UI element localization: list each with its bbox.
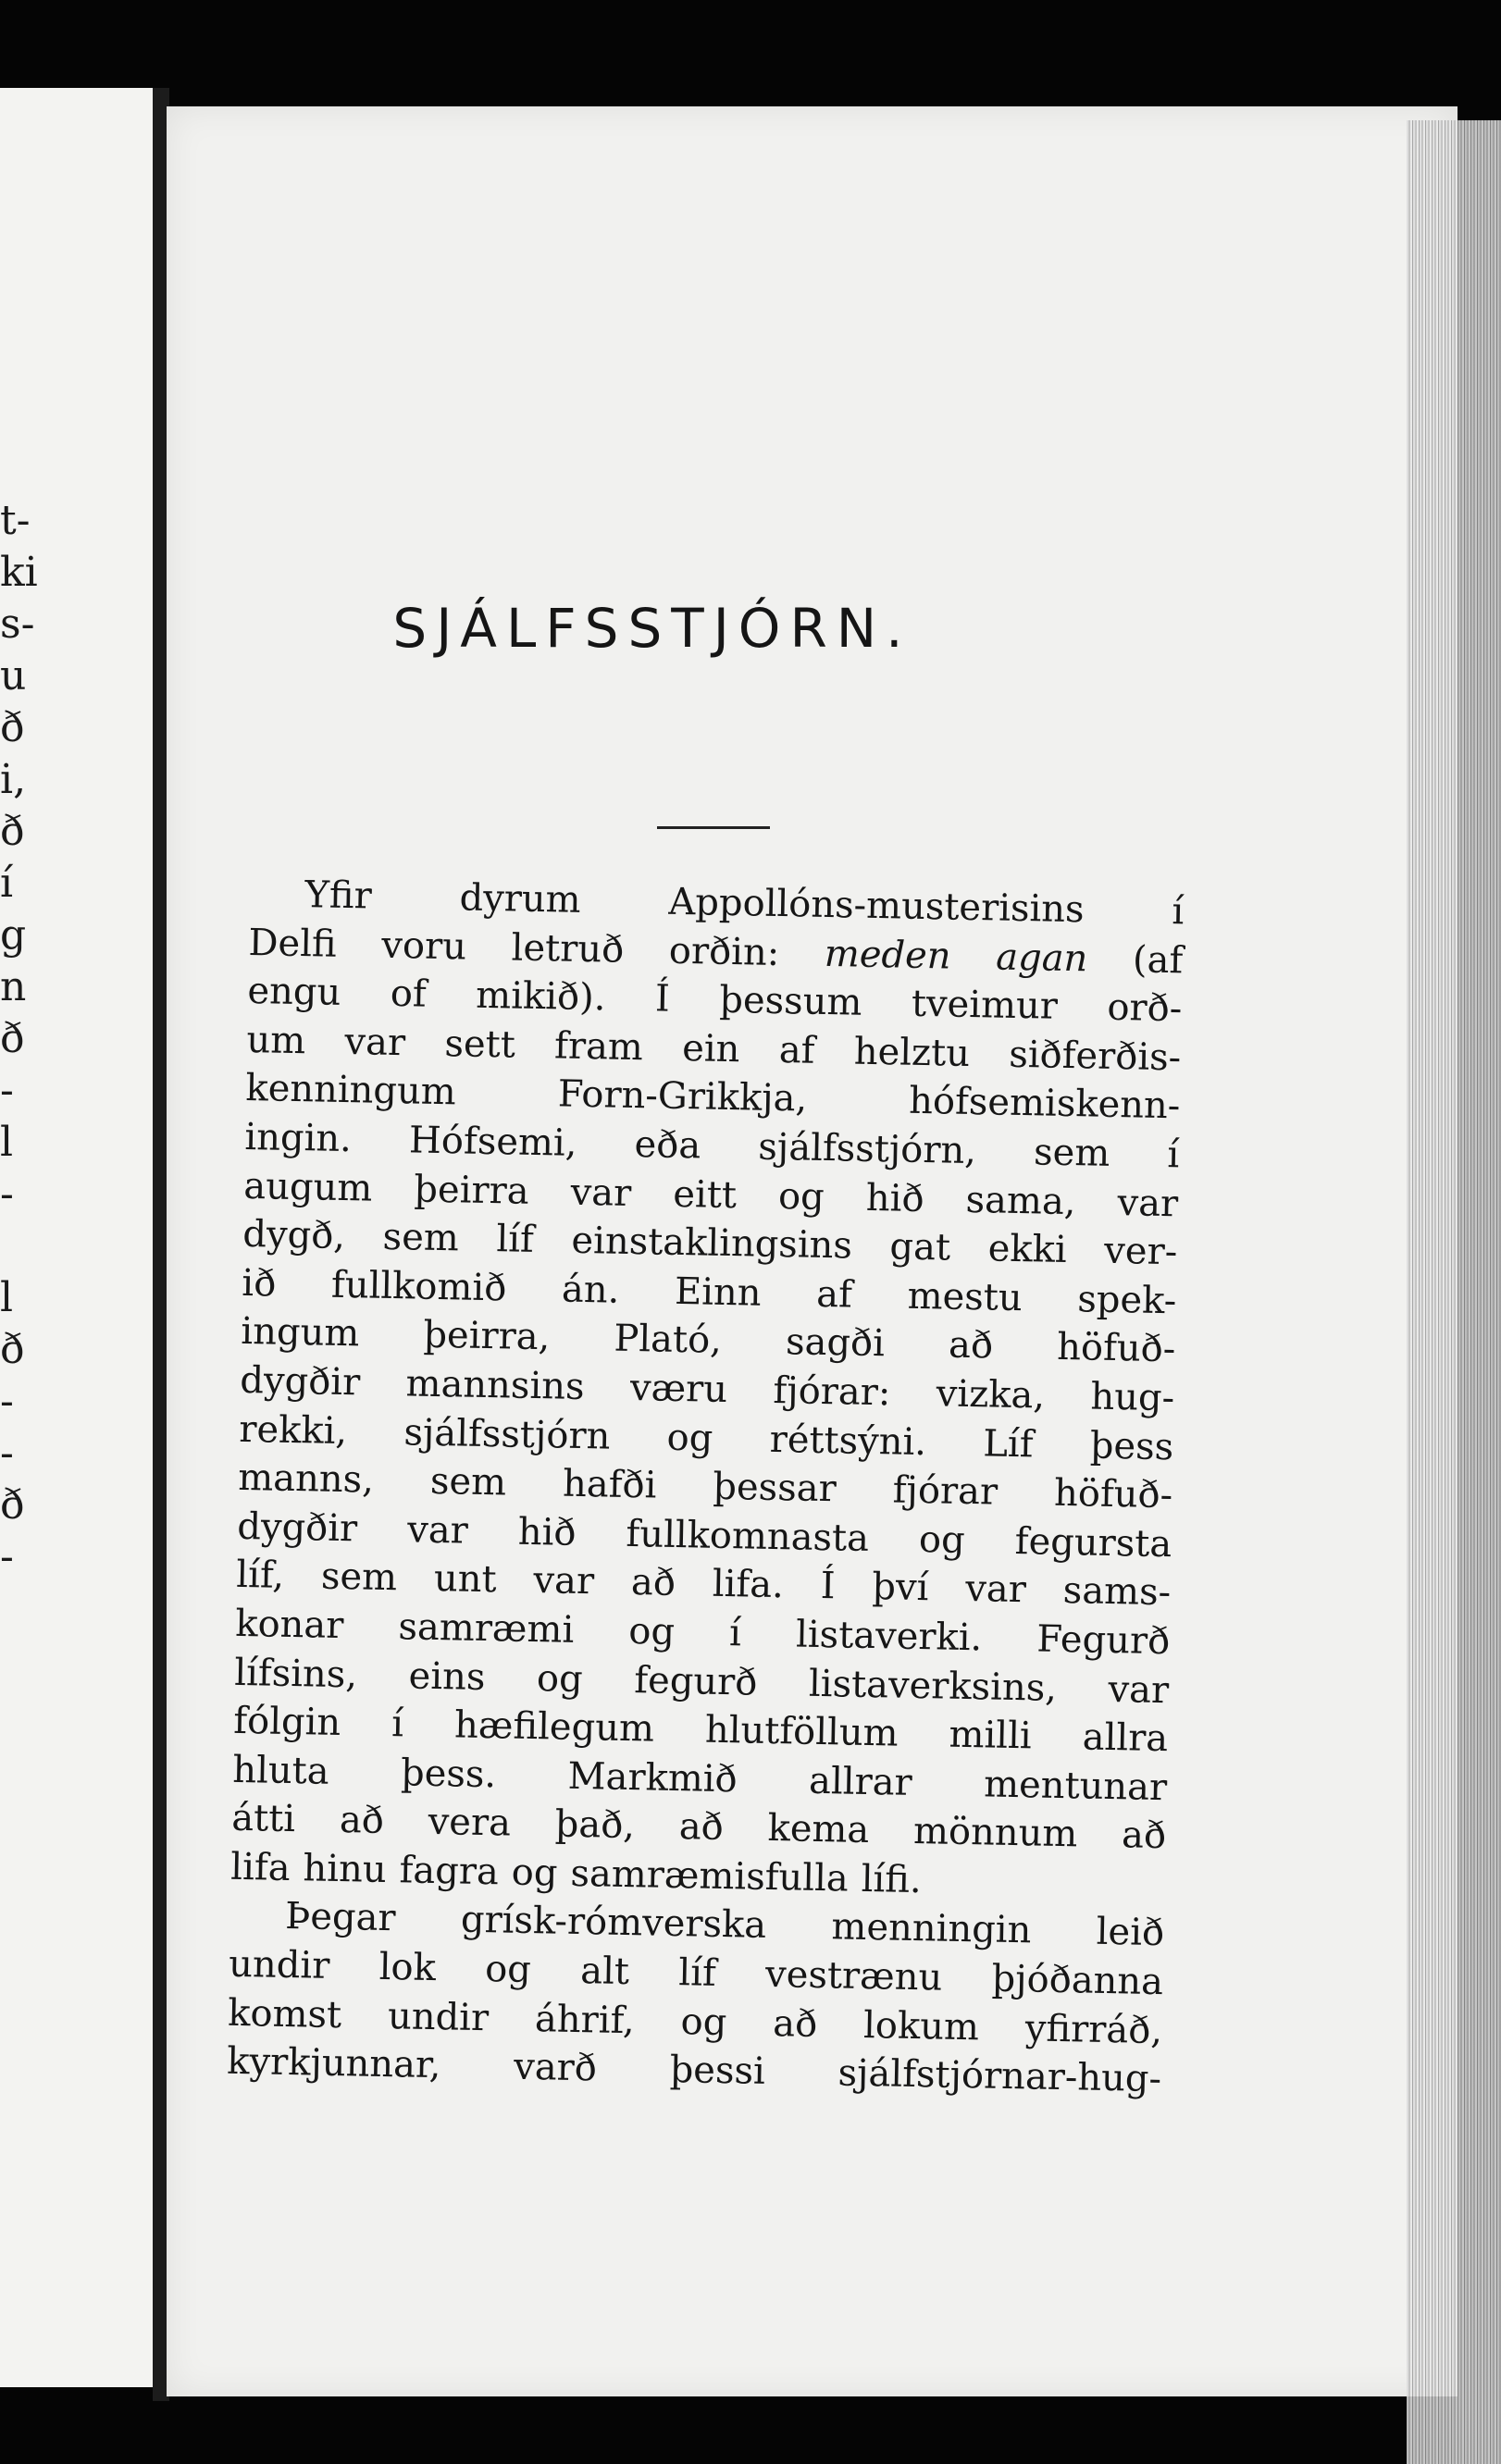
margin-fragment: s- (0, 601, 35, 648)
word: Í (654, 977, 671, 1021)
word: unt (433, 1557, 498, 1602)
word: vera (428, 1801, 512, 1845)
word: ið (241, 1261, 277, 1306)
word: fjórar (892, 1468, 999, 1514)
word: var (344, 1020, 406, 1065)
word: sams- (1062, 1569, 1172, 1615)
word: lífi. (861, 1857, 923, 1902)
word: samræmisfulla (570, 1851, 850, 1901)
word: hófsemiskenn- (908, 1080, 1181, 1128)
word: siðferðis- (1008, 1033, 1182, 1080)
margin-fragment: - (0, 1533, 14, 1580)
word: sjálfsstjórn (403, 1410, 611, 1458)
word: dygð, (242, 1213, 346, 1258)
word: fagra (399, 1849, 500, 1894)
word: og (484, 1948, 532, 1992)
margin-fragment: g (0, 911, 27, 959)
word: sjálfstjórnar-hug- (837, 2051, 1162, 2101)
word: þeirra (413, 1168, 530, 1213)
word: átti (230, 1797, 296, 1841)
word: leið (1096, 1911, 1165, 1955)
margin-fragment: n (0, 963, 27, 1010)
word: að (948, 1323, 994, 1368)
word: réttsýni. (769, 1418, 927, 1464)
word: mentunar (983, 1763, 1168, 1809)
word: eitt (672, 1172, 738, 1217)
word: fullkomið (330, 1263, 507, 1310)
margin-fragment: ki (0, 549, 38, 596)
word: fjórar: (773, 1368, 891, 1415)
word: sjálfsstjórn, (757, 1125, 977, 1173)
word: í (728, 1612, 742, 1655)
word: Þegar (284, 1895, 396, 1940)
margin-fragment: t- (0, 497, 31, 544)
margin-fragment: l (0, 1119, 14, 1166)
margin-fragment: ð (0, 1481, 25, 1529)
word: í (1167, 1133, 1180, 1177)
word: Yfir (304, 873, 373, 918)
word: sem (1033, 1131, 1110, 1175)
margin-fragment: - (0, 1430, 14, 1477)
title-rule (657, 826, 770, 829)
word: sagði (785, 1320, 886, 1366)
word: lifa. (712, 1563, 785, 1607)
word: hæfilegum (453, 1703, 655, 1751)
previous-page-edge (0, 88, 153, 2387)
word: var (1117, 1181, 1179, 1225)
word: líf, (235, 1554, 285, 1598)
word: vestrænu (764, 1952, 943, 2000)
word: engu (247, 970, 341, 1015)
word: þess. (400, 1752, 497, 1796)
word: fólgin (232, 1699, 341, 1745)
page-stack-edge (1407, 120, 1501, 2464)
word: og (666, 1416, 713, 1460)
word: hug- (1090, 1375, 1175, 1420)
word: spek- (1076, 1278, 1177, 1323)
word: eða (634, 1123, 701, 1168)
word: þess (1089, 1424, 1174, 1468)
word: að (1121, 1814, 1167, 1858)
word: kema (767, 1807, 870, 1852)
word: sem (320, 1554, 398, 1600)
word: ingin. (244, 1115, 353, 1161)
word: voru (380, 923, 467, 969)
word: varð (513, 2045, 598, 2090)
word: listaverki. (795, 1613, 983, 1660)
word: ein (681, 1026, 740, 1071)
word: lok (378, 1945, 437, 1990)
word: Forn-Grikkja, (557, 1072, 808, 1121)
word: og (536, 1656, 584, 1701)
word: yfirráð, (1024, 2006, 1163, 2052)
word: tveimur (911, 982, 1059, 1028)
word: sem (382, 1215, 460, 1260)
word: hið (517, 1510, 577, 1554)
word: konar (234, 1602, 344, 1647)
word: því (871, 1566, 929, 1610)
word: alt (579, 1950, 630, 1994)
word: rekki, (238, 1407, 348, 1453)
word: undir (228, 1942, 330, 1987)
margin-fragment: í (0, 860, 14, 907)
word: orðin: (668, 929, 780, 974)
word: ingum (240, 1310, 360, 1356)
margin-fragment: ð (0, 808, 25, 855)
word: mönnum (912, 1810, 1078, 1856)
word: kenningum (245, 1067, 457, 1114)
word: og (777, 1174, 825, 1219)
word: og (918, 1517, 966, 1562)
word: mestu (907, 1274, 1023, 1319)
word: þessum (718, 978, 862, 1024)
word: og (627, 1609, 676, 1653)
word: sett (444, 1022, 516, 1067)
word: ver- (1103, 1229, 1178, 1274)
word: (af (1132, 937, 1184, 982)
word: var (570, 1170, 632, 1215)
word: af (778, 1028, 815, 1072)
word: fegurð (633, 1658, 758, 1704)
margin-fragment: - (0, 1378, 14, 1425)
word: allrar (808, 1759, 913, 1804)
margin-fragment: - (0, 1067, 14, 1114)
word: að (772, 2001, 818, 2046)
word: var (1108, 1667, 1170, 1712)
word: lokum (862, 2003, 980, 2049)
word: væru (629, 1366, 728, 1411)
margin-fragment: i, (0, 756, 27, 803)
word: komst (227, 1991, 342, 2037)
word: fram (553, 1024, 644, 1069)
margin-fragment (0, 1220, 56, 1272)
word: þjóðanna (991, 1957, 1164, 2004)
word: dygðir (239, 1358, 361, 1405)
word: Hófsemi, (408, 1119, 577, 1165)
word: Í (820, 1565, 836, 1608)
word: vizka, (936, 1372, 1046, 1418)
margin-fragment: u (0, 652, 27, 700)
word: milli (949, 1713, 1033, 1758)
word: og (511, 1851, 558, 1895)
word: þessi (669, 2049, 766, 2094)
word: meden (824, 932, 951, 978)
word: hluta (231, 1748, 329, 1793)
word: var (533, 1559, 595, 1603)
chapter-title: SJÁLFSSTJÓRN. (392, 597, 912, 660)
margin-fragment: ð (0, 1326, 25, 1373)
word: var (406, 1508, 469, 1553)
word: án. (561, 1268, 620, 1312)
word: Appollóns-musterisins (668, 880, 1085, 932)
word: helztu (853, 1030, 971, 1075)
word: augum (243, 1164, 373, 1210)
word: mannsins (405, 1362, 585, 1408)
word: hafði (562, 1462, 657, 1507)
word: mikið). (475, 973, 606, 1020)
word: að (678, 1805, 725, 1850)
word: að (339, 1799, 385, 1843)
word: gat (889, 1225, 951, 1269)
word: höfuð- (1056, 1326, 1176, 1371)
word: kyrkjunnar, (226, 2040, 441, 2087)
word: líf (677, 1951, 717, 1995)
word: listaverksins, (808, 1662, 1058, 1710)
word: allra (1082, 1715, 1169, 1761)
word: fullkomnasta (626, 1512, 870, 1560)
margin-fragment: l (0, 1274, 14, 1321)
word: þeirra, (422, 1314, 551, 1359)
word: agan (995, 935, 1088, 980)
word: af (815, 1272, 853, 1317)
word: var (964, 1567, 1027, 1612)
word: hið (865, 1176, 924, 1220)
word: Fegurð (1036, 1617, 1171, 1664)
word: samræmi (398, 1605, 575, 1652)
word: letruð (511, 926, 625, 972)
word: Líf (982, 1421, 1034, 1466)
word: hlutföllum (704, 1708, 899, 1755)
word: höfuð- (1053, 1471, 1173, 1517)
word: sama, (965, 1178, 1076, 1223)
word: Delfi (248, 921, 338, 966)
body-text (227, 870, 1185, 2104)
word: það, (554, 1802, 636, 1848)
word: dygðir (236, 1504, 358, 1551)
margin-fragment: ð (0, 1015, 25, 1062)
word: sem (429, 1459, 507, 1504)
word: grísk-rómverska (460, 1899, 767, 1948)
word: lifa (229, 1845, 291, 1889)
word: einstaklingsins (571, 1219, 853, 1268)
word: í (391, 1703, 404, 1746)
word: þessar (712, 1465, 837, 1511)
word: eins (408, 1653, 486, 1699)
word: Plató, (614, 1317, 723, 1363)
word: of (390, 972, 428, 1016)
word: ekki (987, 1227, 1068, 1272)
word: manns, (237, 1456, 375, 1502)
previous-page-text-fragments (0, 495, 56, 1583)
word: líf (496, 1218, 535, 1262)
word: fegursta (1014, 1519, 1172, 1566)
word: í (1172, 890, 1185, 934)
word: undir (387, 1994, 490, 2039)
word: dyrum (459, 876, 582, 922)
word: orð- (1106, 986, 1183, 1031)
word: að (630, 1561, 676, 1605)
word: Markmið (567, 1754, 738, 1801)
word: áhrif, (534, 1997, 636, 2042)
word: lífsins, (233, 1651, 358, 1696)
word: hinu (303, 1847, 388, 1891)
margin-fragment: ð (0, 704, 25, 751)
word: og (680, 2000, 727, 2044)
word: Einn (674, 1269, 763, 1315)
margin-fragment: - (0, 1170, 14, 1218)
word: menningin (831, 1905, 1032, 1952)
word: um (246, 1018, 306, 1062)
